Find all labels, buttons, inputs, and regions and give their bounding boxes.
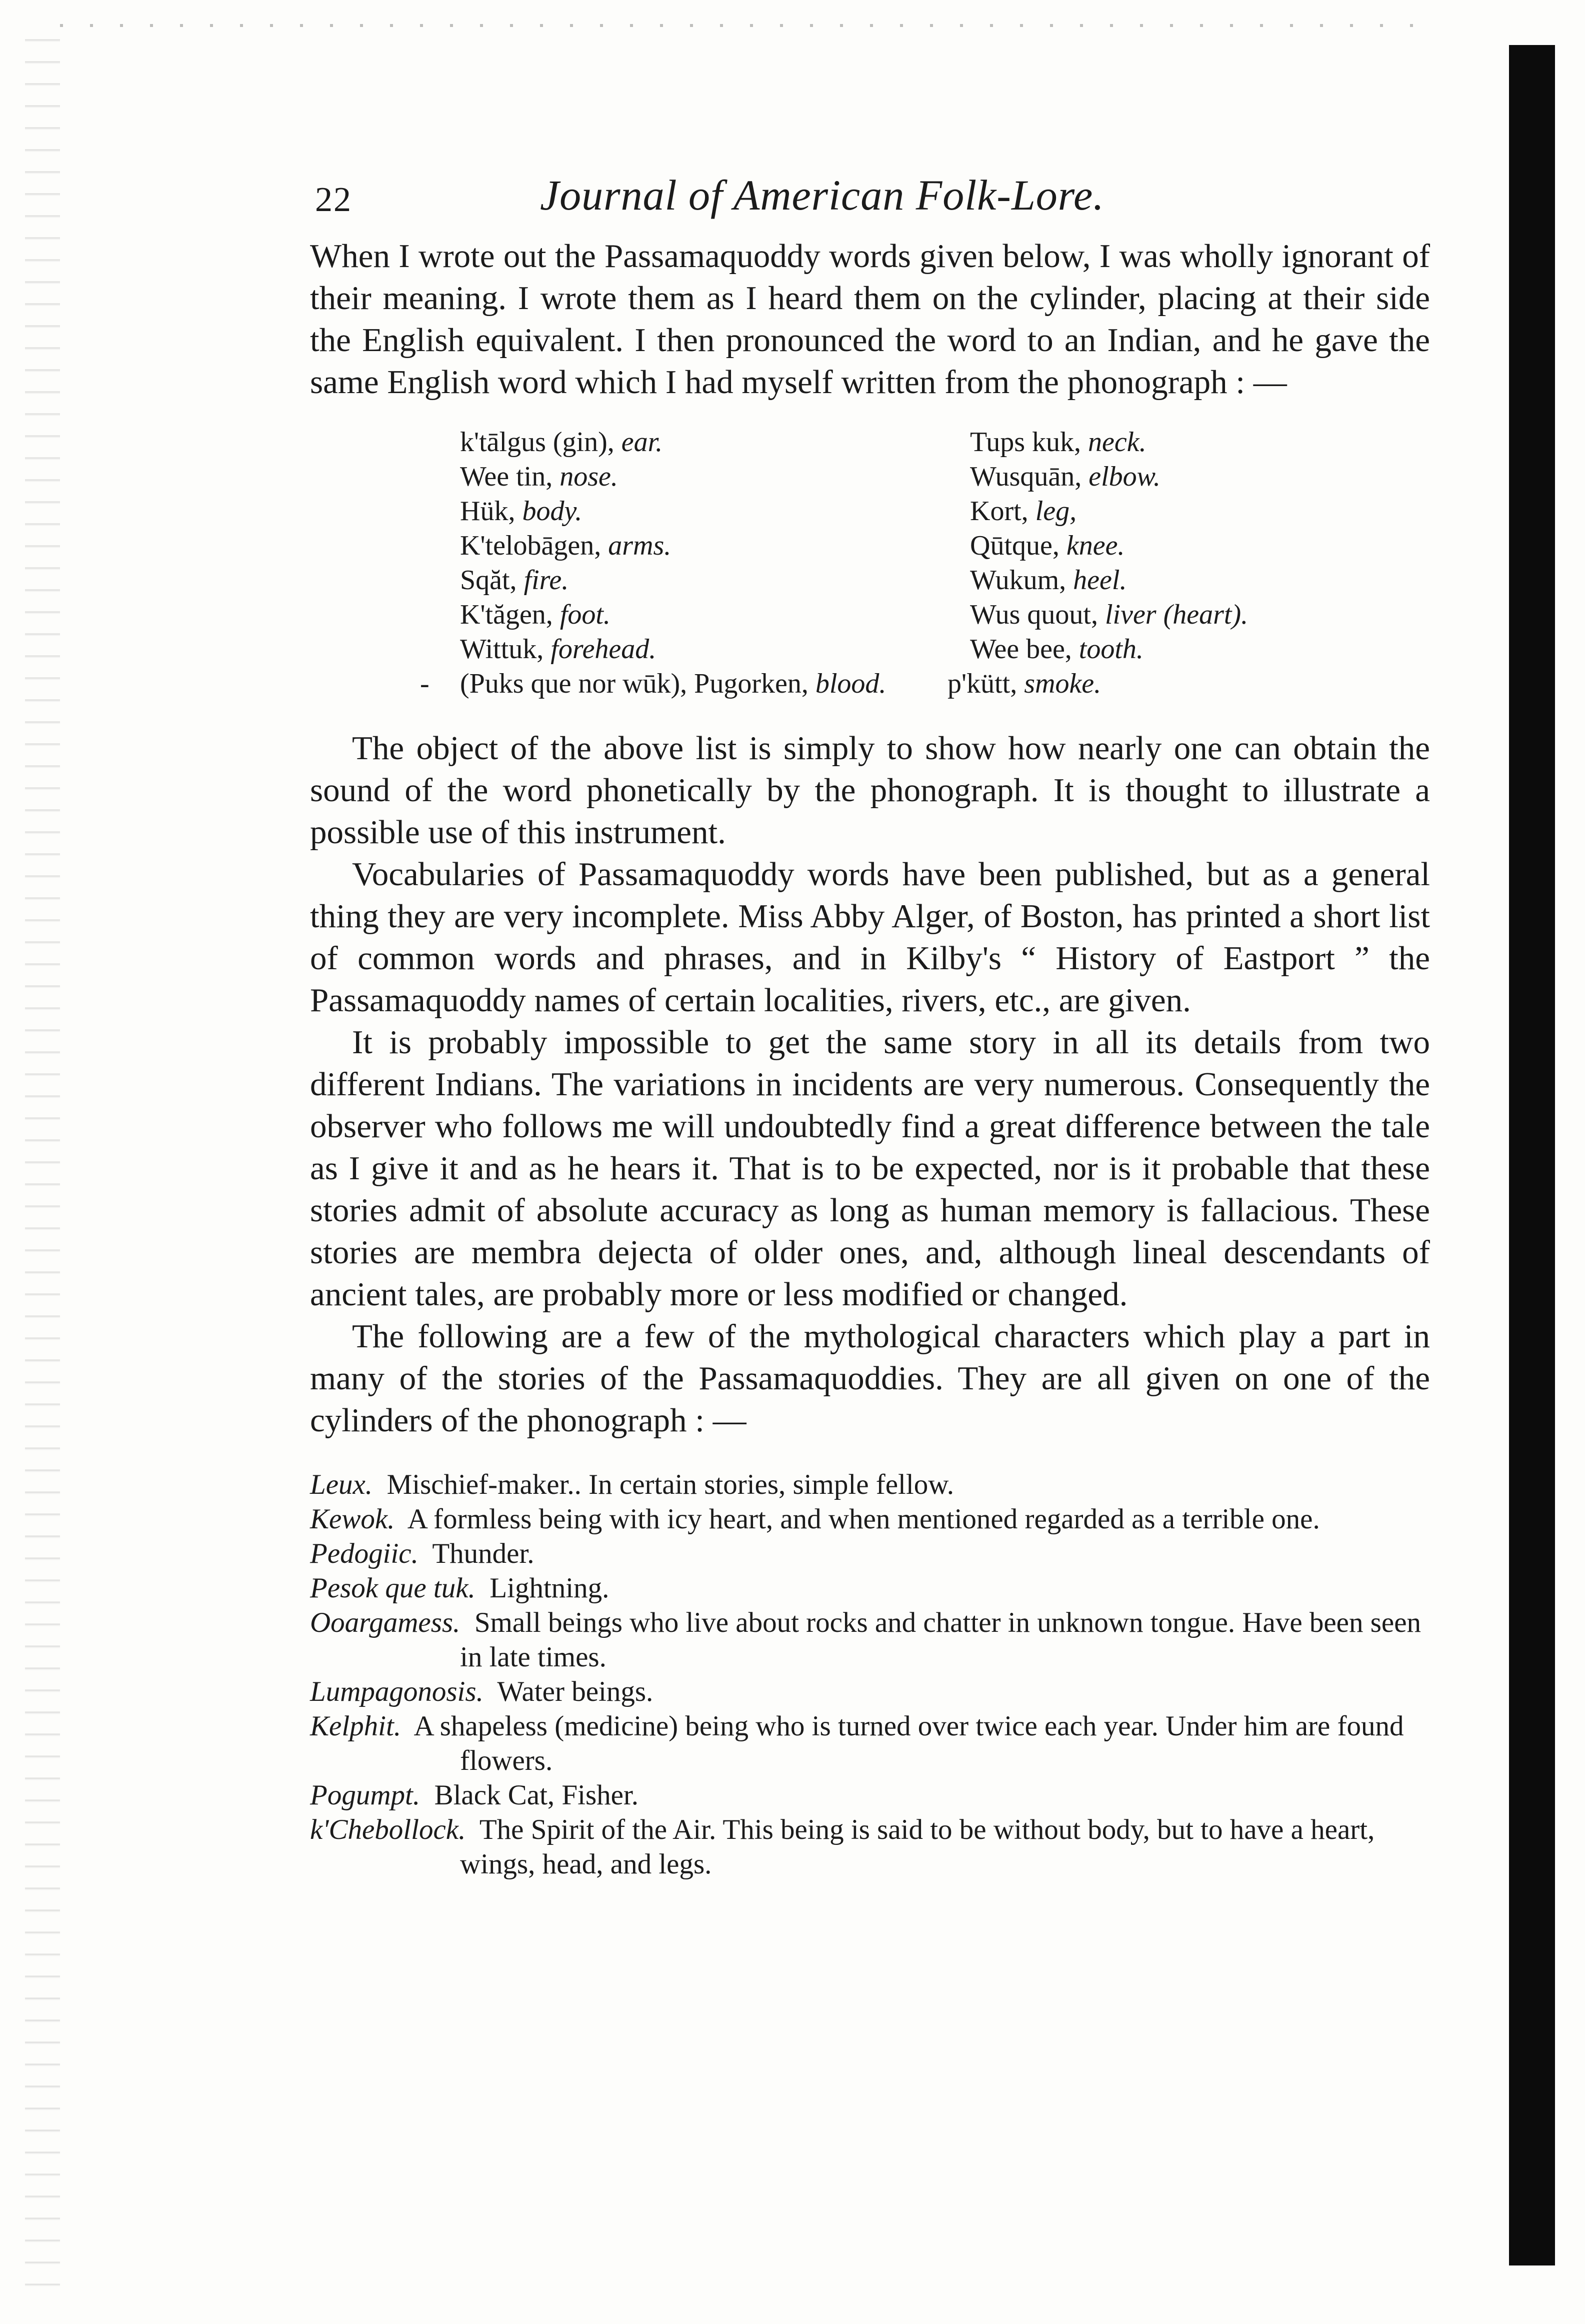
vocab-word: k'tālgus (gin), [460,427,614,458]
glossary-entry [310,1536,1430,1571]
vocab-word: K'tăgen, [460,599,553,630]
vocab-row [310,563,1430,598]
glossary-definition: A shapeless (medicine) being who is turned over twice each year. Under him are found flowers. [414,1710,1404,1776]
vocab-row [310,529,1430,563]
body-paragraph: It is probably impossible to get the same story in all its details from two different Indians. The variations in incidents are very numerous. Consequently the observer who follows me will undoubtedly find a great difference between the tale as I give it and as he hears it. That is to be expected, nor is it probable that these stories admit of absolute accuracy as long as human memory is fallacious. These stories are membra dejecta of older ones, and, although lineal descendants of ancient tales, are probably more or less modified or changed. [310,1024,1430,1313]
vocab-word: p'kütt, [948,668,1018,699]
glossary-entry [310,1502,1430,1536]
journal-title: Journal of American Folk-Lore. [540,171,1104,219]
scan-dark-margin [1509,45,1555,2265]
glossary-definition: Mischief-maker.. In certain stories, simple fellow. [386,1469,954,1500]
glossary-entry [310,1571,1430,1605]
glossary-term: k'Chebollock. [310,1814,466,1845]
glossary-definition: A formless being with icy heart, and when mentioned regarded as a terrible one. [407,1503,1320,1535]
scan-top-edge [60,24,1440,27]
vocab-row [310,632,1430,667]
glossary-entry [310,1778,1430,1812]
glossary-entry [310,1605,1430,1674]
vocab-word: Sqăt, [460,565,517,596]
vocab-meaning: body. [522,496,582,527]
glossary-definition: Black Cat, Fisher. [434,1779,639,1811]
glossary-term: Lumpagonosis. [310,1676,484,1707]
vocab-meaning: liver (heart). [1104,599,1248,630]
body-paragraph: The following are a few of the mythological characters which play a part in many of the stories of the Passamaquoddies. They are all given on one of the cylinders of the phonograph : — [310,1318,1430,1439]
glossary-term: Kewok. [310,1503,395,1535]
vocab-meaning: nose. [560,461,618,492]
page-number: 22 [315,181,352,219]
glossary-term: Pesok que tuk. [310,1572,476,1604]
glossary-definition: Small beings who live about rocks and chatter in unknown tongue. Have been seen in late times. [460,1607,1422,1673]
glossary-definition: Thunder. [432,1538,534,1569]
vocab-word: Wus quout, [970,599,1098,630]
book-page [310,170,1430,1881]
vocab-meaning: forehead. [550,634,656,665]
glossary-entry [310,1709,1430,1778]
vocab-meaning: ear. [621,427,663,458]
running-head [310,170,1430,230]
vocab-word: Kort, [970,496,1028,527]
vocab-word: Wittuk, [460,634,544,665]
vocab-word: Hük, [460,496,516,527]
vocab-meaning: tooth. [1078,634,1144,665]
vocab-word: Tups kuk, [970,427,1082,458]
vocab-meaning: fire. [524,565,569,596]
vocab-meaning: elbow. [1088,461,1160,492]
vocab-meaning: leg, [1035,496,1077,527]
vocab-row [310,460,1430,494]
body-paragraph: The object of the above list is simply to show how nearly one can obtain the sound of the word phonetically by the phonograph. It is thought to illustrate a possible use of this instrument. [310,730,1430,851]
vocab-dash: - [420,668,430,699]
vocab-word: Wee bee, [970,634,1072,665]
vocabulary-list [310,425,1430,701]
glossary-definition: Water beings. [497,1676,654,1707]
vocab-word: Wusquān, [970,461,1082,492]
glossary-term: Pogumpt. [310,1779,420,1811]
glossary-entry [310,1812,1430,1881]
vocab-word: (Puks que nor wūk), Pugorken, [460,668,808,699]
vocab-meaning: blood. [815,668,886,699]
mythological-characters-list [310,1467,1430,1881]
glossary-entry [310,1467,1430,1502]
vocab-meaning: foot. [560,599,610,630]
glossary-term: Pedogiic. [310,1538,418,1569]
vocab-row-last [310,667,1430,701]
vocab-meaning: smoke. [1024,668,1102,699]
glossary-definition: The Spirit of the Air. This being is said to be without body, but to have a heart, wings, head, and legs. [460,1814,1375,1880]
glossary-term: Kelphit. [310,1710,402,1742]
glossary-definition: Lightning. [490,1572,610,1604]
vocab-row [310,494,1430,529]
vocab-word: Wee tin, [460,461,553,492]
vocab-row [310,598,1430,632]
vocab-meaning: heel. [1073,565,1127,596]
body-paragraph: Vocabularies of Passamaquoddy words have been published, but as a general thing they are very incomplete. Miss Abby Alger, of Boston, has printed a short list of common words and phrases, and in Kilby's “ History of Eastport ” the Passamaquoddy names of certain localities, rivers, etc., are given. [310,856,1430,1019]
vocab-meaning: knee. [1066,530,1125,561]
vocab-row [310,425,1430,460]
vocab-meaning: arms. [608,530,672,561]
glossary-term: Ooargamess. [310,1607,460,1638]
intro-paragraph: When I wrote out the Passamaquoddy words given below, I was wholly ignorant of their meaning. I wrote them as I heard them on the cylinder, placing at their side the English equivalent. I then pronounced the word to an Indian, and he gave the same English word which I had myself written from the phonograph : — [310,238,1430,401]
scan-binding-edge [25,20,60,2300]
vocab-meaning: neck. [1088,427,1146,458]
vocab-word: Qūtque, [970,530,1060,561]
glossary-term: Leux. [310,1469,373,1500]
vocab-word: Wukum, [970,565,1066,596]
vocab-word: K'telobāgen, [460,530,602,561]
glossary-entry [310,1674,1430,1709]
